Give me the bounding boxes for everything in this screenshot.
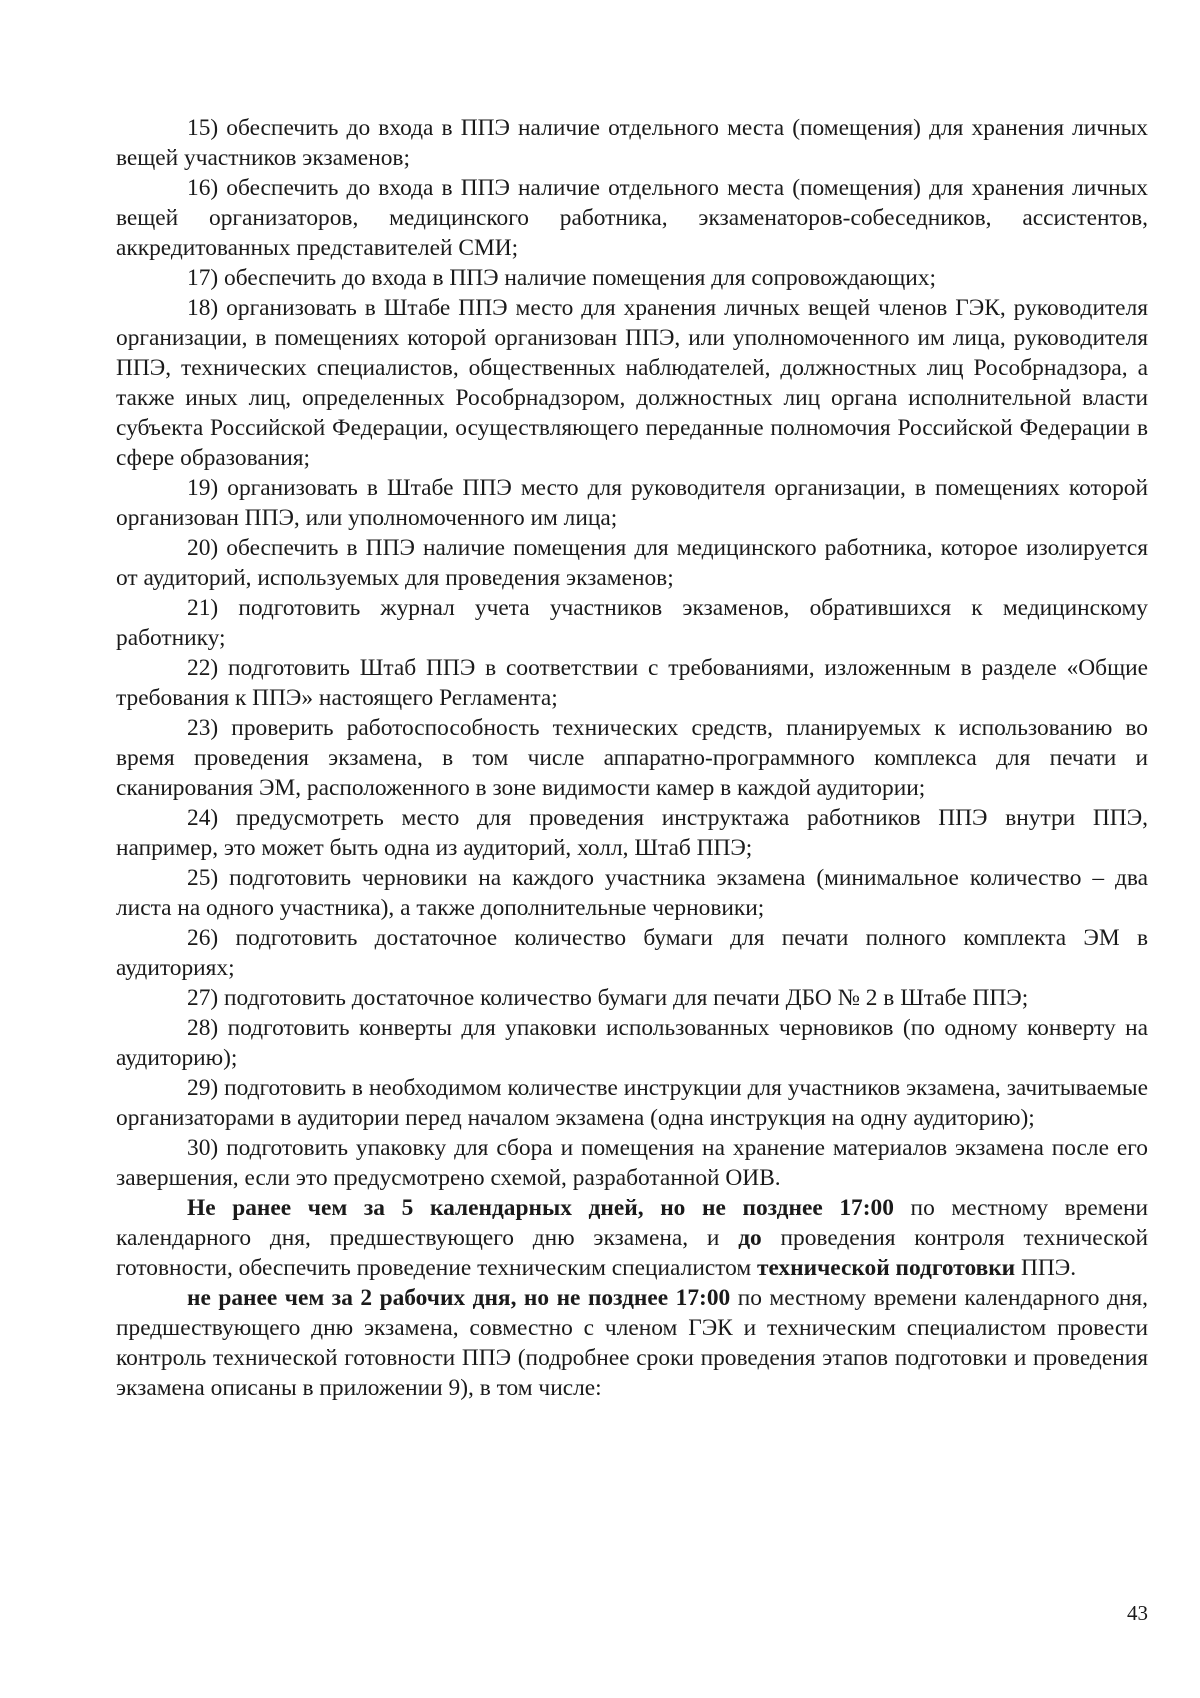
- list-item-24: 24) предусмотреть место для проведения инструктажа работников ППЭ внутри ППЭ, например, это может быть одна из аудиторий, холл, Штаб ППЭ;: [116, 805, 1148, 861]
- list-item-28: 28) подготовить конверты для упаковки использованных черновиков (по одному конверту на аудиторию);: [116, 1015, 1148, 1071]
- list-item-20: 20) обеспечить в ППЭ наличие помещения для медицинского работника, которое изолируется от аудиторий, используемых для проведения экзаменов;: [116, 535, 1148, 591]
- list-item-19: 19) организовать в Штабе ППЭ место для руководителя организации, в помещениях которой организован ППЭ, или уполномоченного им лица;: [116, 475, 1148, 531]
- paragraph-5-days-text-1: по местному времени календарного дня, предшествующего дню экзамена, и: [116, 1195, 1148, 1251]
- list-item-26: 26) подготовить достаточное количество бумаги для печати полного комплекта ЭМ в аудиториях;: [116, 925, 1148, 981]
- page-number: 43: [1127, 1601, 1148, 1625]
- technical-preparation-emphasis: технической подготовки: [757, 1255, 1016, 1281]
- list-item-21: 21) подготовить журнал учета участников экзаменов, обратившихся к медицинскому работнику;: [116, 595, 1148, 651]
- list-item-23: 23) проверить работоспособность технических средств, планируемых к использованию во время проведения экзамена, в том числе аппаратно-программного комплекса для печати и сканирования ЭМ, расположенного в зоне видимости камер в каждой аудитории;: [116, 715, 1148, 801]
- list-item-18: 18) организовать в Штабе ППЭ место для хранения личных вещей членов ГЭК, руководителя организации, в помещениях которой организован ППЭ, или уполномоченного им лица, руководителя ППЭ, технических специалистов, общественных наблюдателей, должностных лиц Рособрнадзора, а также иных лиц, определенных Рособрнадзором, должностных лиц органа исполнительной власти субъекта Российской Федерации, осуществляющего переданные полномочия Российской Федерации в сфере образования;: [116, 295, 1148, 471]
- list-item-22: 22) подготовить Штаб ППЭ в соответствии с требованиями, изложенным в разделе «Общие требования к ППЭ» настоящего Регламента;: [116, 655, 1148, 711]
- list-item-29: 29) подготовить в необходимом количестве инструкции для участников экзамена, зачитываемые организаторами в аудитории перед началом экзамена (одна инструкция на одну аудиторию);: [116, 1075, 1148, 1131]
- document-body: [116, 113, 1148, 1403]
- deadline-5-days: Не ранее чем за 5 календарных дней, но не позднее 17:00: [187, 1195, 894, 1221]
- list-item-27: 27) подготовить достаточное количество бумаги для печати ДБО № 2 в Штабе ППЭ;: [187, 985, 1029, 1011]
- paragraph-5-days-text-2: проведения контроля технической готовности, обеспечить проведение техническим специалистом: [116, 1225, 1148, 1281]
- paragraph-2-days: [116, 1283, 1148, 1403]
- list-item-30: 30) подготовить упаковку для сбора и помещения на хранение материалов экзамена после его завершения, если это предусмотрено схемой, разработанной ОИВ.: [116, 1135, 1148, 1191]
- before-emphasis: до: [738, 1225, 762, 1251]
- list-item-15: 15) обеспечить до входа в ППЭ наличие отдельного места (помещения) для хранения личных вещей участников экзаменов;: [116, 115, 1148, 171]
- deadline-2-days: не ранее чем за 2 рабочих дня, но не позднее 17:00: [187, 1285, 731, 1311]
- list-item-16: 16) обеспечить до входа в ППЭ наличие отдельного места (помещения) для хранения личных вещей организаторов, медицинского работника, экзаменаторов-собеседников, ассистентов, аккредитованных представителей СМИ;: [116, 175, 1148, 261]
- paragraph-5-days-text-3: ППЭ.: [1015, 1255, 1077, 1281]
- list-item-25: 25) подготовить черновики на каждого участника экзамена (минимальное количество – два листа на одного участника), а также дополнительные черновики;: [116, 865, 1148, 921]
- paragraph-5-days: [116, 1193, 1148, 1283]
- paragraph-2-days-text-1: по местному времени календарного дня, предшествующего дню экзамена, совместно с членом ГЭК и техническим специалистом провести контроль технической готовности ППЭ (подробнее сроки проведения этапов подготовки и проведения экзамена описаны в приложении 9), в том числе:: [116, 1285, 1148, 1401]
- list-item-17: 17) обеспечить до входа в ППЭ наличие помещения для сопровождающих;: [187, 265, 937, 291]
